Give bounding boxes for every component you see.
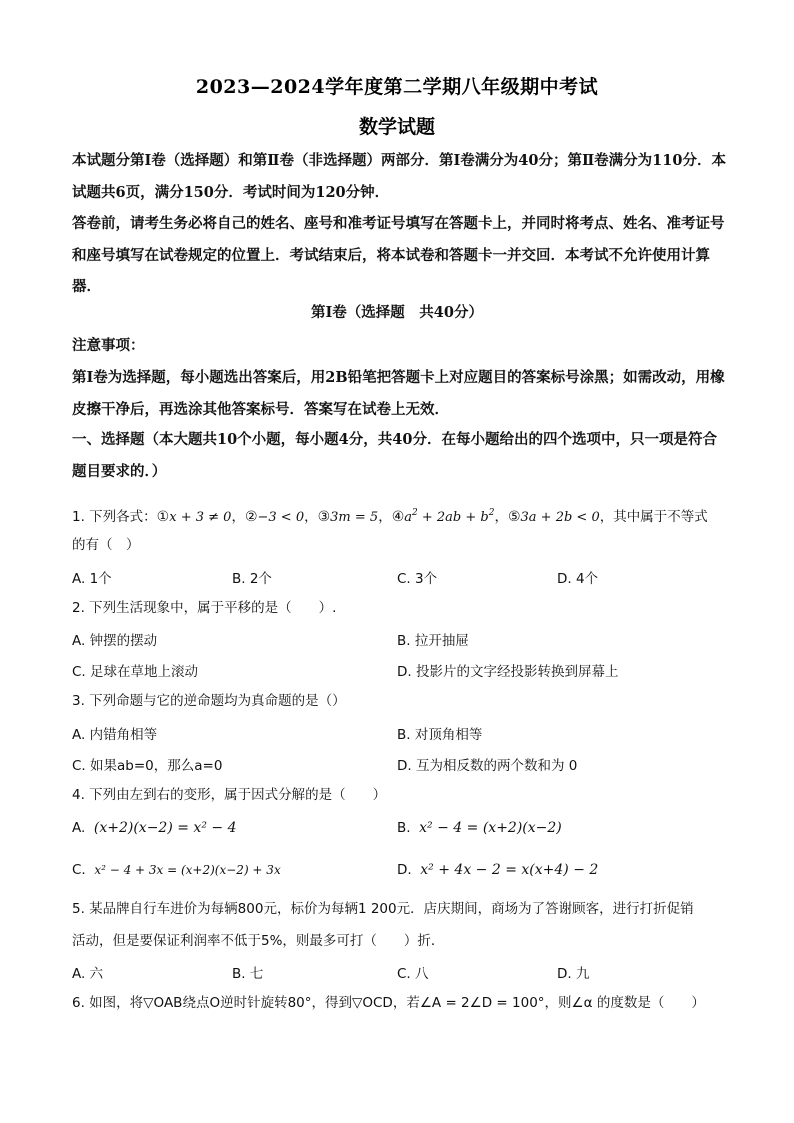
question-1-line-2: 的有（ ） [72, 537, 140, 553]
q1-item-1-marker: ① [156, 509, 170, 525]
q1-option-c[interactable]: C. 3个 [397, 571, 438, 587]
q2-option-c[interactable]: C. 足球在草地上滚动 [72, 664, 199, 680]
q3-option-b[interactable]: B. 对顶角相等 [397, 727, 483, 743]
exam-title: 2023—2024学年度第二学期八年级期中考试 [195, 76, 599, 98]
q4-option-b[interactable] [397, 820, 562, 836]
question-5-line-1: 5. 某品牌自行车进价为每辆800元，标价为每辆1 200元．店庆期间，商场为了答谢顾客，进行打折促销 [72, 901, 694, 917]
q4-option-a[interactable] [72, 820, 236, 836]
q1-item-5-marker: ⑤ [507, 509, 521, 525]
q2-option-b[interactable]: B. 拉开抽屉 [397, 633, 469, 649]
q1-sep-4: ， [494, 509, 508, 525]
question-4-stem: 4. 下列由左到右的变形，属于因式分解的是（ ） [72, 787, 387, 803]
q1-item-3-marker: ③ [317, 509, 331, 525]
q1-expr-3: 3m = 5 [330, 510, 379, 525]
q3-option-a[interactable]: A. 内错角相等 [72, 727, 158, 743]
q4-option-d-expr: x² + 4x − 2 = x(x+4) − 2 [420, 862, 599, 878]
part-one-title: 一、选择题（本大题共10个小题，每小题4分，共40分．在每小题给出的四个选项中，只一项是符合题目要求的．） [72, 431, 717, 480]
q1-expr-4 [404, 510, 494, 525]
q1-option-a[interactable]: A. 1个 [72, 571, 112, 587]
question-1-stem [72, 502, 732, 529]
q2-option-a[interactable]: A. 钟摆的摆动 [72, 633, 158, 649]
q1-expr-2: −3 < 0 [257, 510, 305, 525]
question-5-line-2: 活动，但是要保证利润率不低于5%，则最多可打（ ）折． [72, 933, 445, 949]
question-6-stem: 6. 如图，将▽OAB绕点O逆时针旋转80°，得到▽OCD，若∠A = 2∠D = 100°，则∠α 的度数是（ ） [72, 995, 705, 1011]
q3-option-d[interactable]: D. 互为相反数的两个数和为 0 [397, 758, 578, 774]
q4-option-a-expr: (x+2)(x−2) = x² − 4 [93, 820, 237, 836]
q1-option-b[interactable]: B. 2个 [232, 571, 272, 587]
q1-option-d[interactable]: D. 4个 [557, 571, 599, 587]
q5-option-a[interactable]: A. 六 [72, 966, 104, 982]
q1-sep-1: ， [231, 509, 245, 525]
q1-sep-2: ， [304, 509, 318, 525]
q5-option-c[interactable]: C. 八 [397, 966, 429, 982]
question-2-stem: 2. 下列生活现象中，属于平移的是（ ）. [72, 600, 337, 616]
q1-expr-1: x + 3 ≠ 0 [169, 510, 232, 525]
exam-subtitle: 数学试题 [358, 116, 435, 138]
notes-text: 第Ⅰ卷为选择题，每小题选出答案后，用2B铅笔把答题卡上对应题目的答案标号涂黑；如需改动，用橡皮擦干净后，再选涂其他答案标号．答案写在试卷上无效． [72, 369, 725, 418]
notes-heading: 注意事项： [72, 337, 145, 354]
q4-option-c-expr: x² − 4 + 3x = (x+2)(x−2) + 3x [94, 863, 281, 877]
q1-expr-5: 3a + 2b < 0 [520, 510, 600, 525]
q1-tail: ，其中属于不等式 [599, 509, 708, 525]
intro-paragraph-1: 本试题分第Ⅰ卷（选择题）和第Ⅱ卷（非选择题）两部分．第Ⅰ卷满分为40分；第Ⅱ卷满分为110分．本试题共6页，满分150分．考试时间为120分钟． [72, 152, 726, 201]
section-title: 第Ⅰ卷（选择题 共40分） [311, 304, 483, 321]
q1-expr-4-exp1: 2 [412, 508, 418, 518]
q1-expr-4-mid: + 2ab + b [417, 510, 489, 525]
q4-option-c[interactable] [72, 862, 281, 878]
q1-item-4-marker: ④ [391, 509, 405, 525]
q4-option-d-label: D. [397, 862, 412, 878]
q1-lead: 1. 下列各式： [72, 509, 157, 525]
q3-option-c[interactable]: C. 如果ab=0，那么a=0 [72, 758, 223, 774]
q4-option-b-expr: x² − 4 = (x+2)(x−2) [419, 820, 562, 836]
q5-option-d[interactable]: D. 九 [557, 966, 590, 982]
question-3-stem: 3. 下列命题与它的逆命题均为真命题的是（） [72, 693, 346, 709]
q2-option-d[interactable]: D. 投影片的文字经投影转换到屏幕上 [397, 664, 619, 680]
q1-item-2-marker: ② [244, 509, 258, 525]
q1-sep-3: ， [378, 509, 392, 525]
q4-option-c-label: C. [72, 862, 86, 878]
q4-option-a-label: A. [72, 820, 86, 836]
q1-expr-4-exp2: 2 [488, 508, 495, 518]
intro-paragraph-2: 答卷前，请考生务必将自己的姓名、座号和准考证号填写在答题卡上，并同时将考点、姓名、准考证号和座号填写在试卷规定的位置上．考试结束后，将本试卷和答题卡一并交回．本考试不允许使用计算器． [72, 215, 725, 295]
q5-option-b[interactable]: B. 七 [232, 966, 264, 982]
q4-option-b-label: B. [397, 820, 411, 836]
q4-option-d[interactable] [397, 862, 598, 878]
q1-expr-4-a: a [404, 510, 413, 525]
